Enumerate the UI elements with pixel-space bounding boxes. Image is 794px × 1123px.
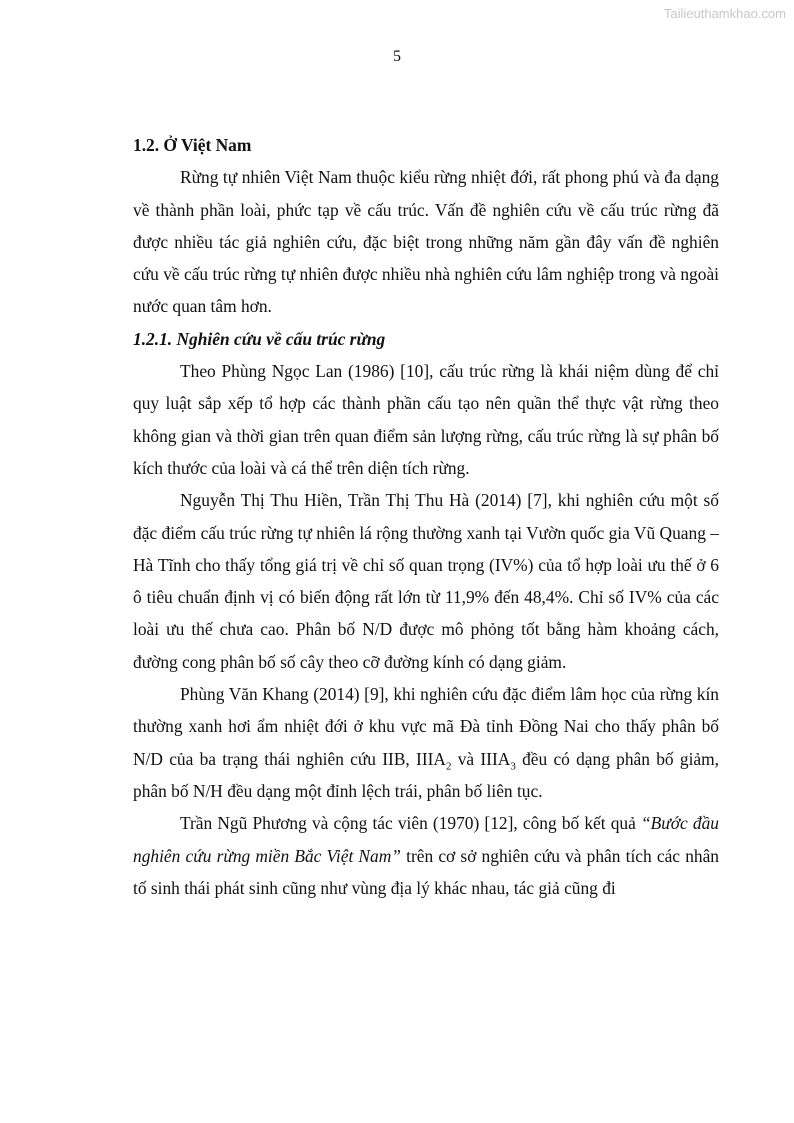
paragraph-phung-van-khang [133, 678, 719, 807]
paragraph-text: trên cơ sở nghiên cứu và phân tích các nhân tố sinh thái phát sinh cũng như vùng địa lý khác nhau, tác giả cũng đi [133, 845, 719, 898]
subscript: 2 [445, 760, 452, 773]
subscript: 3 [510, 760, 516, 773]
paragraph-text: Trần Ngũ Phương và cộng tác viên (1970) [12], công bố kết quả [180, 813, 641, 834]
paragraph-nguyen-thi-thu-hien: Nguyễn Thị Thu Hiền, Trần Thị Thu Hà (2014) [7], khi nghiên cứu một số đặc điểm cấu trúc rừng tự nhiên lá rộng thường xanh tại Vườn quốc gia Vũ Quang – Hà Tĩnh cho thấy tổng giá trị về chỉ số quan trọng (IV%) của tổ hợp loài ưu thế ở 6 ô tiêu chuẩn định vị có biến động rất lớn từ 11,9% đến 48,4%. Chỉ số IV% của các loài ưu thế chưa cao. Phân bố N/D được mô phỏng tốt bằng hàm khoảng cách, đường cong phân bố số cây theo cỡ đường kính có dạng giảm. [133, 490, 719, 672]
paragraph-phung-ngoc-lan: Theo Phùng Ngọc Lan (1986) [10], cấu trúc rừng là khái niệm dùng để chỉ quy luật sắp xếp tổ hợp các thành phần cấu tạo nên quần thể thực vật rừng theo không gian và thời gian trên quan điểm sản lượng rừng, cấu trúc rừng là sự phân bố kích thước của loài và cá thể trên diện tích rừng. [133, 361, 719, 478]
page-number: 5 [393, 48, 401, 65]
cited-work-title: “Bước đầu nghiên cứu rừng miền Bắc Việt Nam” [133, 813, 720, 866]
paragraph-text: đều có dạng phân bố giảm, phân bố N/H đều dạng một đỉnh lệch trái, phân bố liên tục. [133, 748, 719, 801]
paragraph-tran-ngu-phuong [133, 807, 719, 904]
watermark: Tailieuthamkhao.com [663, 6, 786, 21]
paragraph-text: Phùng Văn Khang (2014) [9], khi nghiên cứu đặc điểm lâm học của rừng kín thường xanh hơi ẩm nhiệt đới ở khu vực mã Đà tỉnh Đồng Nai cho thấy phân bố N/D của ba trạng thái nghiên cứu IIB, IIIA [133, 684, 719, 769]
section-heading: 1.2. Ở Việt Nam [133, 135, 252, 155]
paragraph-text: và IIIA [451, 748, 511, 769]
section-intro-paragraph: Rừng tự nhiên Việt Nam thuộc kiểu rừng nhiệt đới, rất phong phú và đa dạng về thành phần loài, phức tạp về cấu trúc. Vấn đề nghiên cứu về cấu trúc rừng đã được nhiều tác giả nghiên cứu, đặc biệt trong những năm gần đây vấn đề nghiên cứu về cấu trúc rừng tự nhiên được nhiều nhà nghiên cứu lâm nghiệp trong và ngoài nước quan tâm hơn. [133, 167, 719, 317]
subsection-heading: 1.2.1. Nghiên cứu về cấu trúc rừng [133, 328, 386, 349]
document-body [133, 129, 719, 904]
